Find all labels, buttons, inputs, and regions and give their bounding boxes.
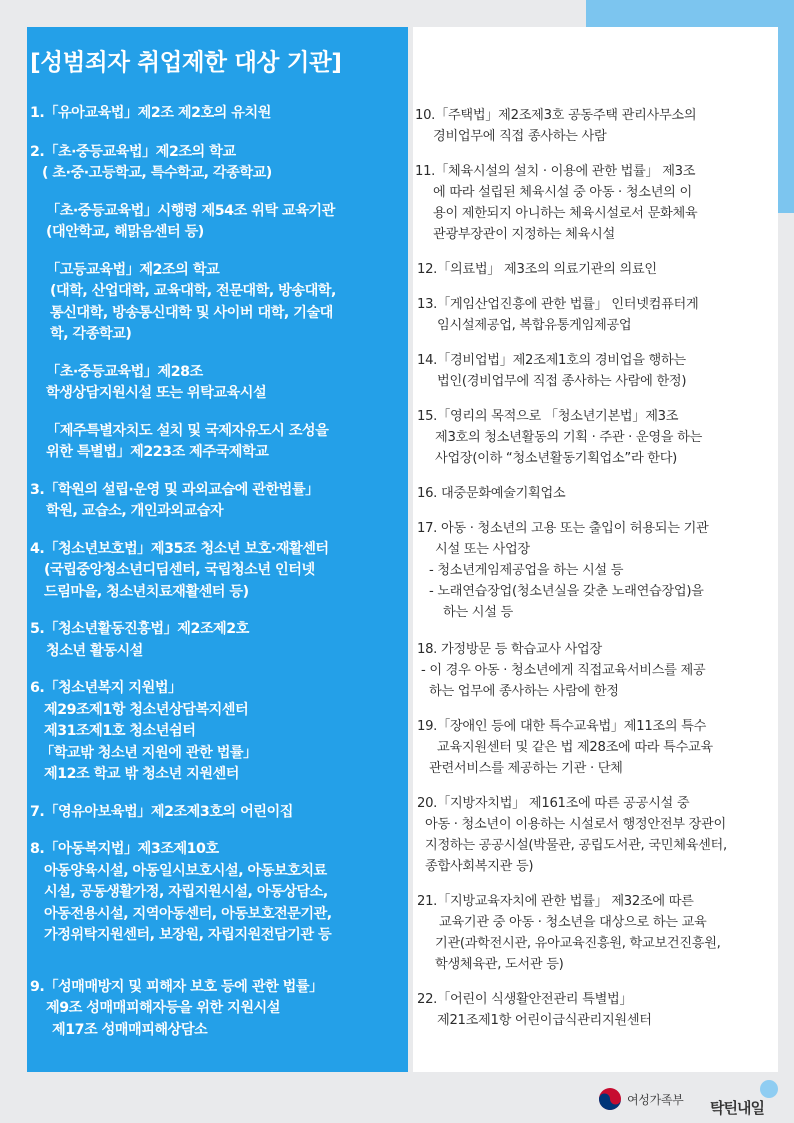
list-item	[415, 294, 778, 336]
list-item-line: 위한 특별법」제223조 제주국제학교	[46, 444, 269, 460]
list-item	[30, 480, 408, 523]
mogef-label: 여성가족부	[627, 1092, 684, 1107]
list-item	[30, 103, 408, 125]
list-item-line: 학, 각종학교)	[50, 326, 132, 342]
list-item-line: 14.「경비업법」제2조제1호의 경비업을 행하는	[417, 353, 686, 368]
list-item	[30, 260, 408, 346]
list-item-line: 지정하는 공공시설(박물관, 공립도서관, 국민체육센터,	[425, 838, 727, 853]
list-item-line: 6.「청소년복지 지원법」	[30, 680, 182, 696]
list-item-line: 5.「청소년활동진흥법」제2조제2호	[30, 621, 249, 637]
list-item-line: 기관(과학전시관, 유아교육진흥원, 학교보건진흥원,	[435, 936, 721, 951]
list-item-line: 제17조 성매매피해상담소	[52, 1021, 208, 1038]
list-item-line: 「초·중등교육법」시행령 제54조 위탁 교육기관	[46, 202, 335, 219]
list-item	[30, 142, 408, 185]
list-item-line: 20.「지방자치법」 제161조에 따른 공공시설 중	[417, 796, 690, 811]
list-item-line: (대학, 산업대학, 교육대학, 전문대학, 방송대학,	[50, 283, 336, 299]
list-item-line: - 청소년게임제공업을 하는 시설 등	[429, 563, 624, 578]
list-item	[30, 977, 408, 1042]
list-item	[415, 259, 778, 280]
list-item-line: 관련서비스를 제공하는 기관 · 단체	[429, 761, 623, 776]
list-item	[415, 105, 778, 147]
list-item-line: 2.「초·중등교육법」제2조의 학교	[30, 143, 236, 160]
list-item	[415, 793, 778, 877]
list-item-line: 8.「아동복지법」제3조제10호	[30, 841, 219, 857]
list-item-line: 19.「장애인 등에 대한 특수교육법」제11조의 특수	[417, 719, 707, 734]
list-item-line: 「고등교육법」제2조의 학교	[46, 261, 220, 278]
list-item	[415, 406, 778, 469]
left-panel	[27, 27, 408, 1072]
page-title: [성범죄자 취업제한 대상 기관]	[30, 48, 342, 76]
list-item	[30, 362, 408, 405]
list-item-line: - 이 경우 아동 · 청소년에게 직접교육서비스를 제공	[421, 663, 706, 678]
list-item-line: 12.「의료법」 제3조의 의료기관의 의료인	[417, 262, 657, 277]
list-item-line: 경비업무에 직접 종사하는 사람	[433, 129, 607, 144]
list-item-line: 용이 제한되지 아니하는 체육시설로서 문화체육	[433, 206, 698, 221]
list-item-line: 제12조 학교 밖 청소년 지원센터	[44, 766, 239, 782]
list-item	[30, 201, 408, 244]
list-item	[30, 539, 408, 604]
taktin-label: 탁틴내일	[710, 1099, 764, 1117]
list-item-line: 학원, 교습소, 개인과외교습자	[46, 503, 224, 519]
list-item-line: 시설, 공동생활가정, 자립지원시설, 아동상담소,	[44, 884, 328, 900]
right-institution-list	[415, 105, 778, 1031]
footer-logos	[598, 1080, 794, 1120]
list-item-line: 10.「주택법」제2조제3호 공동주택 관리사무소의	[415, 108, 697, 123]
list-item-line: 법인(경비업무에 직접 종사하는 사람에 한정)	[437, 374, 687, 389]
list-item-line: 1.「유아교육법」제2조 제2호의 유치원	[30, 105, 271, 121]
list-item-line: 제29조제1항 청소년상담복지센터	[44, 701, 249, 718]
list-item-line: 하는 시설 등	[443, 605, 513, 620]
left-institution-list	[30, 103, 408, 1041]
list-item-line: 제3호의 청소년활동의 기획 · 주관 · 운영을 하는	[435, 430, 703, 445]
list-item	[415, 716, 778, 779]
list-item-line: 18. 가정방문 등 학습교사 사업장	[417, 642, 602, 657]
list-item-line: 관광부장관이 지정하는 체육시설	[433, 227, 615, 242]
list-item	[30, 619, 408, 662]
list-item-line: 「초·중등교육법」제28조	[46, 363, 203, 380]
list-item-line: 사업장(이하 “청소년활동기획업소”라 한다)	[435, 451, 678, 466]
list-item-line: 시설 또는 사업장	[435, 542, 530, 557]
list-item-line: 하는 업무에 종사하는 사람에 한정	[429, 684, 619, 699]
taegeuk-icon	[598, 1087, 622, 1111]
list-item-line: (국립중앙청소년디딤센터, 국립청소년 인터넷	[44, 562, 315, 578]
list-item-line: 에 따라 설립된 체육시설 중 아동 · 청소년의 이	[433, 185, 692, 200]
list-item	[415, 350, 778, 392]
list-item-line: 학생상담지원시설 또는 위탁교육시설	[46, 385, 267, 401]
list-item	[415, 639, 778, 702]
list-item-line: 아동 · 청소년이 이용하는 시설로서 행정안전부 장관이	[425, 817, 726, 832]
list-item-line: 청소년 활동시설	[46, 642, 143, 659]
list-item-line: 16. 대중문화예술기획업소	[417, 486, 566, 501]
list-item-line: 가정위탁지원센터, 보장원, 자립지원전담기관 등	[44, 927, 332, 943]
list-item-line: 17. 아동 · 청소년의 고용 또는 출입이 허용되는 기관	[417, 521, 709, 536]
list-item-line: 종합사회복지관 등)	[425, 859, 534, 874]
list-item	[415, 518, 778, 623]
list-item-line: 3.「학원의 설립·운영 및 과외교습에 관한법률」	[30, 481, 319, 498]
list-item-line: 제9조 성매매피해자등을 위한 지원시설	[46, 1000, 280, 1016]
list-item-line: (대안학교, 해맑음센터 등)	[46, 224, 204, 240]
logo-circle-icon	[760, 1080, 778, 1098]
list-item	[415, 161, 778, 245]
list-item-line: 9.「성매매방지 및 피해자 보호 등에 관한 법률」	[30, 978, 323, 995]
list-item	[415, 483, 778, 504]
list-item-line: 「학교밖 청소년 지원에 관한 법률」	[40, 744, 257, 761]
list-item	[30, 678, 408, 786]
mogef-logo	[598, 1087, 683, 1111]
taktin-logo	[710, 1080, 776, 1120]
list-item-line: 22.「어린이 식생활안전관리 특별법」	[417, 992, 633, 1007]
list-item	[415, 989, 778, 1031]
list-item-line: 「제주특별자치도 설치 및 국제자유도시 조성을	[46, 422, 329, 439]
list-item	[30, 839, 408, 947]
list-item-line: 제21조제1항 어린이급식관리지원센터	[437, 1013, 652, 1028]
list-item-line: - 노래연습장업(청소년실을 갖춘 노래연습장업)을	[429, 584, 704, 599]
list-item	[415, 891, 778, 975]
list-item-line: 21.「지방교육자치에 관한 법률」 제32조에 따른	[417, 894, 694, 909]
list-item-line: 통신대학, 방송통신대학 및 사이버 대학, 기술대	[50, 304, 333, 321]
list-item-line: 4.「청소년보호법」제35조 청소년 보호·재활센터	[30, 540, 329, 557]
list-item-line: 교육지원센터 및 같은 법 제28조에 따라 특수교육	[437, 740, 713, 755]
list-item-line: 교육기관 중 아동 · 청소년을 대상으로 하는 교육	[439, 915, 707, 930]
list-item-line: 아동전용시설, 지역아동센터, 아동보호전문기관,	[44, 905, 332, 922]
list-item-line: 임시설제공업, 복합유통게임제공업	[437, 318, 632, 333]
list-item-line: 11.「체육시설의 설치 · 이용에 관한 법률」 제3조	[415, 164, 696, 179]
list-item-line: ( 초·중·고등학교, 특수학교, 각종학교)	[42, 165, 272, 181]
list-item-line: 학생체육관, 도서관 등)	[435, 957, 564, 972]
top-accent-bar	[586, 0, 794, 27]
right-panel	[413, 27, 778, 1072]
list-item-line: 7.「영유아보육법」제2조제3호의 어린이집	[30, 803, 293, 820]
list-item-line: 13.「게임산업진흥에 관한 법률」 인터넷컴퓨터게	[417, 297, 699, 312]
list-item-line: 제31조제1호 청소년쉼터	[44, 723, 196, 739]
list-item-line: 드림마을, 청소년치료재활센터 등)	[44, 583, 249, 600]
list-item	[30, 802, 408, 824]
right-accent-bar	[778, 27, 794, 213]
list-item-line: 15.「영리의 목적으로 「청소년기본법」제3조	[417, 409, 679, 424]
list-item	[30, 421, 408, 464]
list-item-line: 아동양육시설, 아동일시보호시설, 아동보호치료	[44, 862, 327, 879]
